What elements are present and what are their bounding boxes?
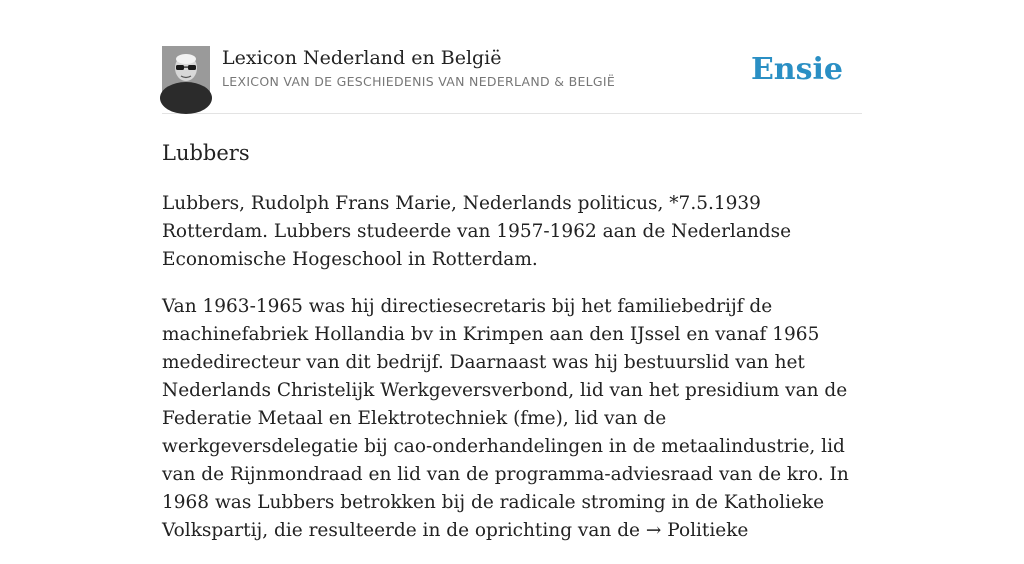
ensie-logo-link[interactable]: Ensie — [750, 52, 843, 87]
avatar-portrait-icon — [162, 46, 210, 94]
politieke-link[interactable]: → Politieke — [645, 520, 749, 541]
article-paragraph-2 — [162, 293, 862, 545]
author-avatar[interactable] — [162, 46, 210, 94]
article-paragraph-1: Lubbers, Rudolph Frans Marie, Nederlands politicus, *7.5.1939 Rotterdam. Lubbers studeerde van 1957-1962 aan de Nederlandse Economische Hogeschool in Rotterdam. — [162, 193, 792, 270]
site-subtitle: LEXICON VAN DE GESCHIEDENIS VAN NEDERLAND & BELGIË — [222, 74, 616, 89]
site-header — [162, 46, 862, 114]
site-title[interactable]: Lexicon Nederland en België — [222, 47, 502, 69]
article-body — [162, 190, 862, 564]
paragraph-2-text: Van 1963-1965 was hij directiesecretaris bij het familiebedrijf de machinefabriek Hollandia bv in Krimpen aan den IJssel en vanaf 1965 mededirecteur van dit bedrijf. Daarnaast was hij bestuurslid van het Nederlands Christelijk Werkgeversverbond, lid van het presidium van de Federatie Metaal en Elektrotechniek (fme), lid van de werkgeversdelegatie bij cao-onderhandelingen in de metaalindustrie, lid van de Rijnmondraad en lid van de programma-adviesraad van de kro. In 1968 was Lubbers betrokken bij de radicale stroming in de Katholieke Volkspartij, die resulteerde in de oprichting van de — [162, 296, 849, 541]
article-title: Lubbers — [162, 141, 250, 165]
